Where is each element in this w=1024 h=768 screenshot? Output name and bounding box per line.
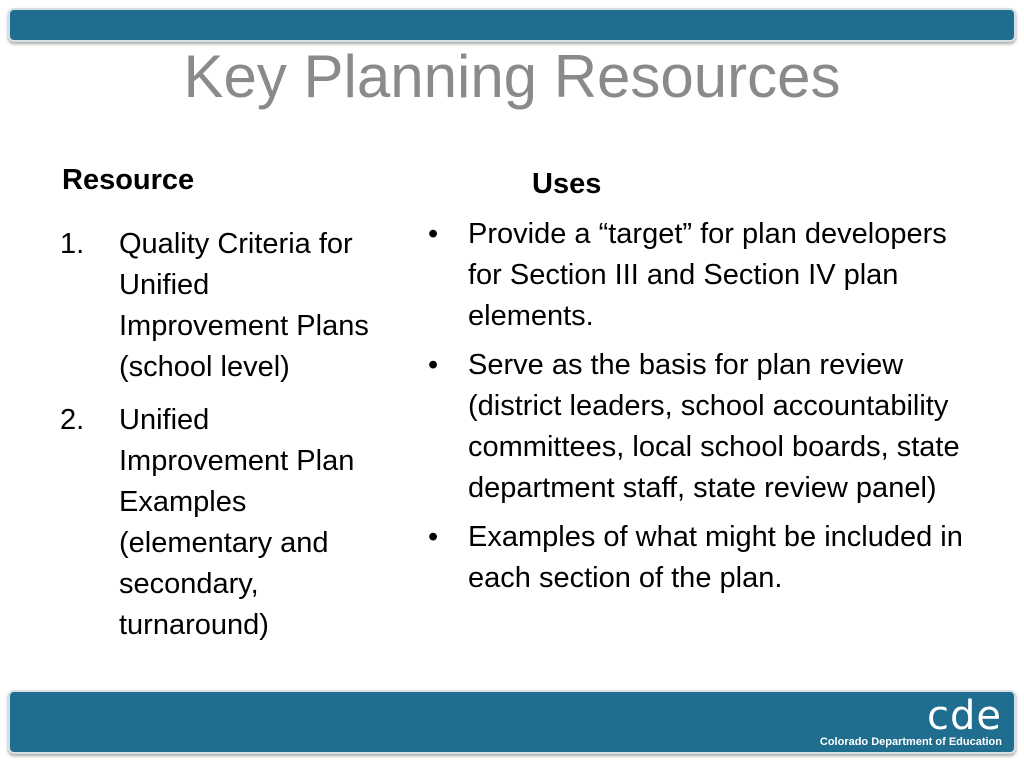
- use-text: Examples of what might be included in each section of the plan.: [468, 521, 963, 594]
- organization-name: Colorado Department of Education: [819, 736, 1002, 748]
- resource-list: [60, 224, 370, 658]
- slide-title: Key Planning Resources: [183, 43, 841, 110]
- uses-column-header: Uses: [532, 168, 602, 200]
- use-text: Provide a “target” for plan developers for Section III and Section IV plan elements.: [468, 218, 947, 332]
- use-item: [428, 517, 988, 599]
- bullet-icon: •: [428, 521, 439, 553]
- use-item: [428, 345, 988, 509]
- resource-column-header: Resource: [62, 164, 195, 196]
- resource-item: [60, 224, 370, 388]
- logo-mark: cde: [927, 693, 1002, 739]
- bullet-icon: •: [428, 218, 439, 250]
- uses-list: [428, 214, 988, 607]
- footer-banner: [8, 690, 1016, 754]
- resource-number: 2.: [60, 404, 85, 436]
- resource-text: Quality Criteria for Unified Improvement Plans (school level): [119, 228, 369, 383]
- use-item: [428, 214, 988, 337]
- resource-item: [60, 400, 370, 646]
- resource-number: 1.: [60, 228, 85, 260]
- resource-text: Unified Improvement Plan Examples (elementary and secondary, turnaround): [119, 404, 355, 641]
- bullet-icon: •: [428, 349, 439, 381]
- cde-logo: [782, 693, 1002, 748]
- use-text: Serve as the basis for plan review (district leaders, school accountability committees, local school boards, state department staff, state review panel): [468, 349, 960, 504]
- top-banner: [8, 8, 1016, 42]
